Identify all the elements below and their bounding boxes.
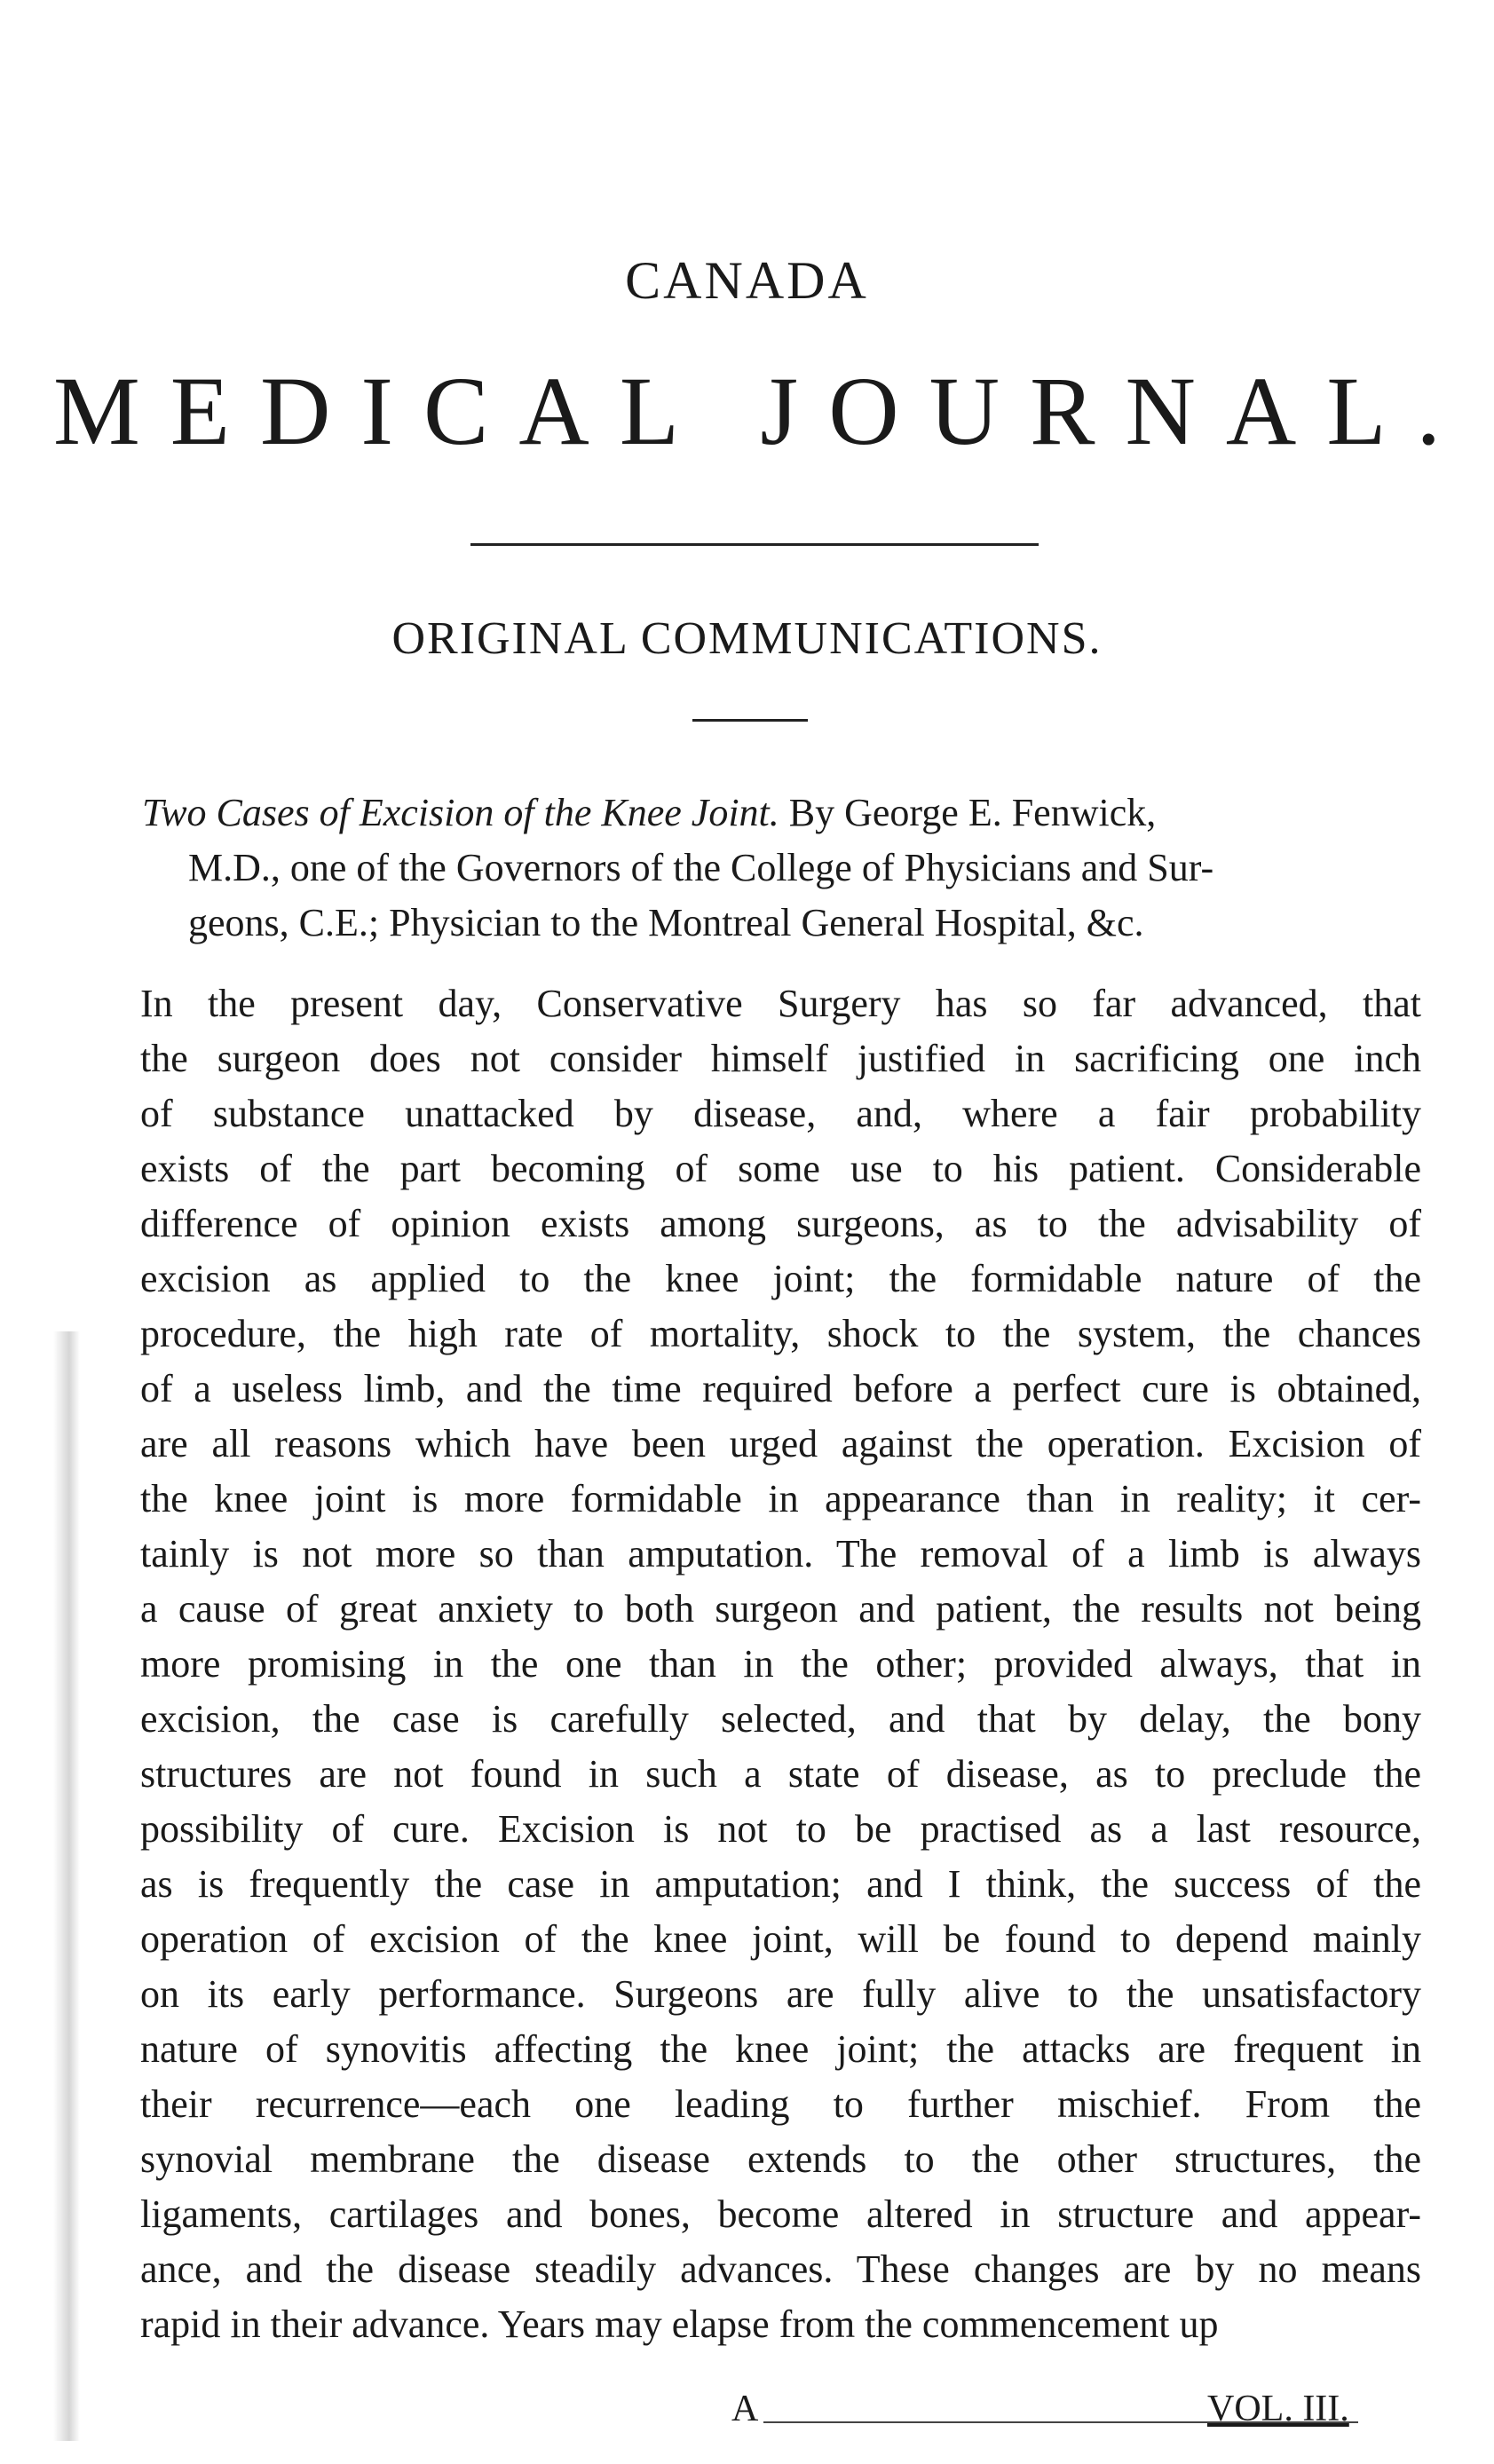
body-line: nature of synovitis affecting the knee joint; the attacks are frequent in (140, 2027, 1421, 2071)
article-header-line-2: M.D., one of the Governors of the College of Physicians and Sur- (188, 846, 1214, 889)
body-line: possibility of cure. Excision is not to be practised as a last resource, (140, 1807, 1421, 1851)
body-line: of a useless limb, and the time required before a perfect cure is obtained, (140, 1367, 1421, 1410)
body-line: a cause of great anxiety to both surgeon and patient, the results not being (140, 1587, 1421, 1631)
body-line: the surgeon does not consider himself justified in sacrificing one inch (140, 1037, 1421, 1080)
body-line: exists of the part becoming of some use to his patient. Considerable (140, 1147, 1421, 1190)
article-byline: By George E. Fenwick, (788, 791, 1157, 834)
section-heading: ORIGINAL COMMUNICATIONS. (391, 613, 1103, 664)
body-line: more promising in the one than in the other; provided always, that in (140, 1642, 1421, 1686)
body-line: In the present day, Conservative Surgery has so far advanced, that (140, 982, 1421, 1025)
body-line: difference of opinion exists among surgeons, as to the advisability of (140, 1202, 1421, 1245)
body-line: are all reasons which have been urged against the operation. Excision of (140, 1422, 1421, 1465)
article-header-line-3: geons, C.E.; Physician to the Montreal General Hospital, &c. (188, 901, 1144, 944)
body-line: ance, and the disease steadily advances. These changes are by no means (140, 2247, 1421, 2291)
body-line: excision as applied to the knee joint; the formidable nature of the (140, 1257, 1421, 1300)
body-line: structures are not found in such a state of disease, as to preclude the (140, 1752, 1421, 1796)
scan-edge-shading (53, 1331, 80, 2441)
body-line: rapid in their advance. Years may elapse from the commencement up (140, 2302, 1219, 2346)
title-rule (470, 543, 1039, 546)
journal-title: MEDICAL JOURNAL. (52, 357, 1472, 465)
body-line: on its early performance. Surgeons are fully alive to the unsatisfactory (140, 1972, 1421, 2016)
body-line: as is frequently the case in amputation; and I think, the success of the (140, 1862, 1421, 1906)
article-body (87, 976, 1421, 2352)
body-line: procedure, the high rate of mortality, shock to the system, the chances (140, 1312, 1421, 1355)
page-footer (0, 2388, 1494, 2432)
body-line: operation of excision of the knee joint, will be found to depend mainly (140, 1917, 1421, 1961)
signature-mark: A (731, 2389, 759, 2429)
article-title: Two Cases of Excision of the Knee Joint. (142, 791, 779, 834)
journal-name: CANADA (625, 251, 869, 310)
body-line: excision, the case is carefully selected, and that by delay, the bony (140, 1697, 1421, 1741)
section-rule (692, 719, 808, 722)
article-header-line-1 (142, 786, 1420, 841)
body-line: synovial membrane the disease extends to the other structures, the (140, 2137, 1421, 2181)
article-header (142, 786, 1420, 951)
body-line: the knee joint is more formidable in appearance than in reality; it cer- (140, 1477, 1421, 1520)
body-line: their recurrence—each one leading to further mischief. From the (140, 2082, 1421, 2126)
volume-label: VOL. III. (1207, 2389, 1349, 2429)
body-line: of substance unattacked by disease, and, where a fair probability (140, 1092, 1421, 1135)
body-line: ligaments, cartilages and bones, become altered in structure and appear- (140, 2192, 1421, 2236)
body-line: tainly is not more so than amputation. The removal of a limb is always (140, 1532, 1421, 1576)
